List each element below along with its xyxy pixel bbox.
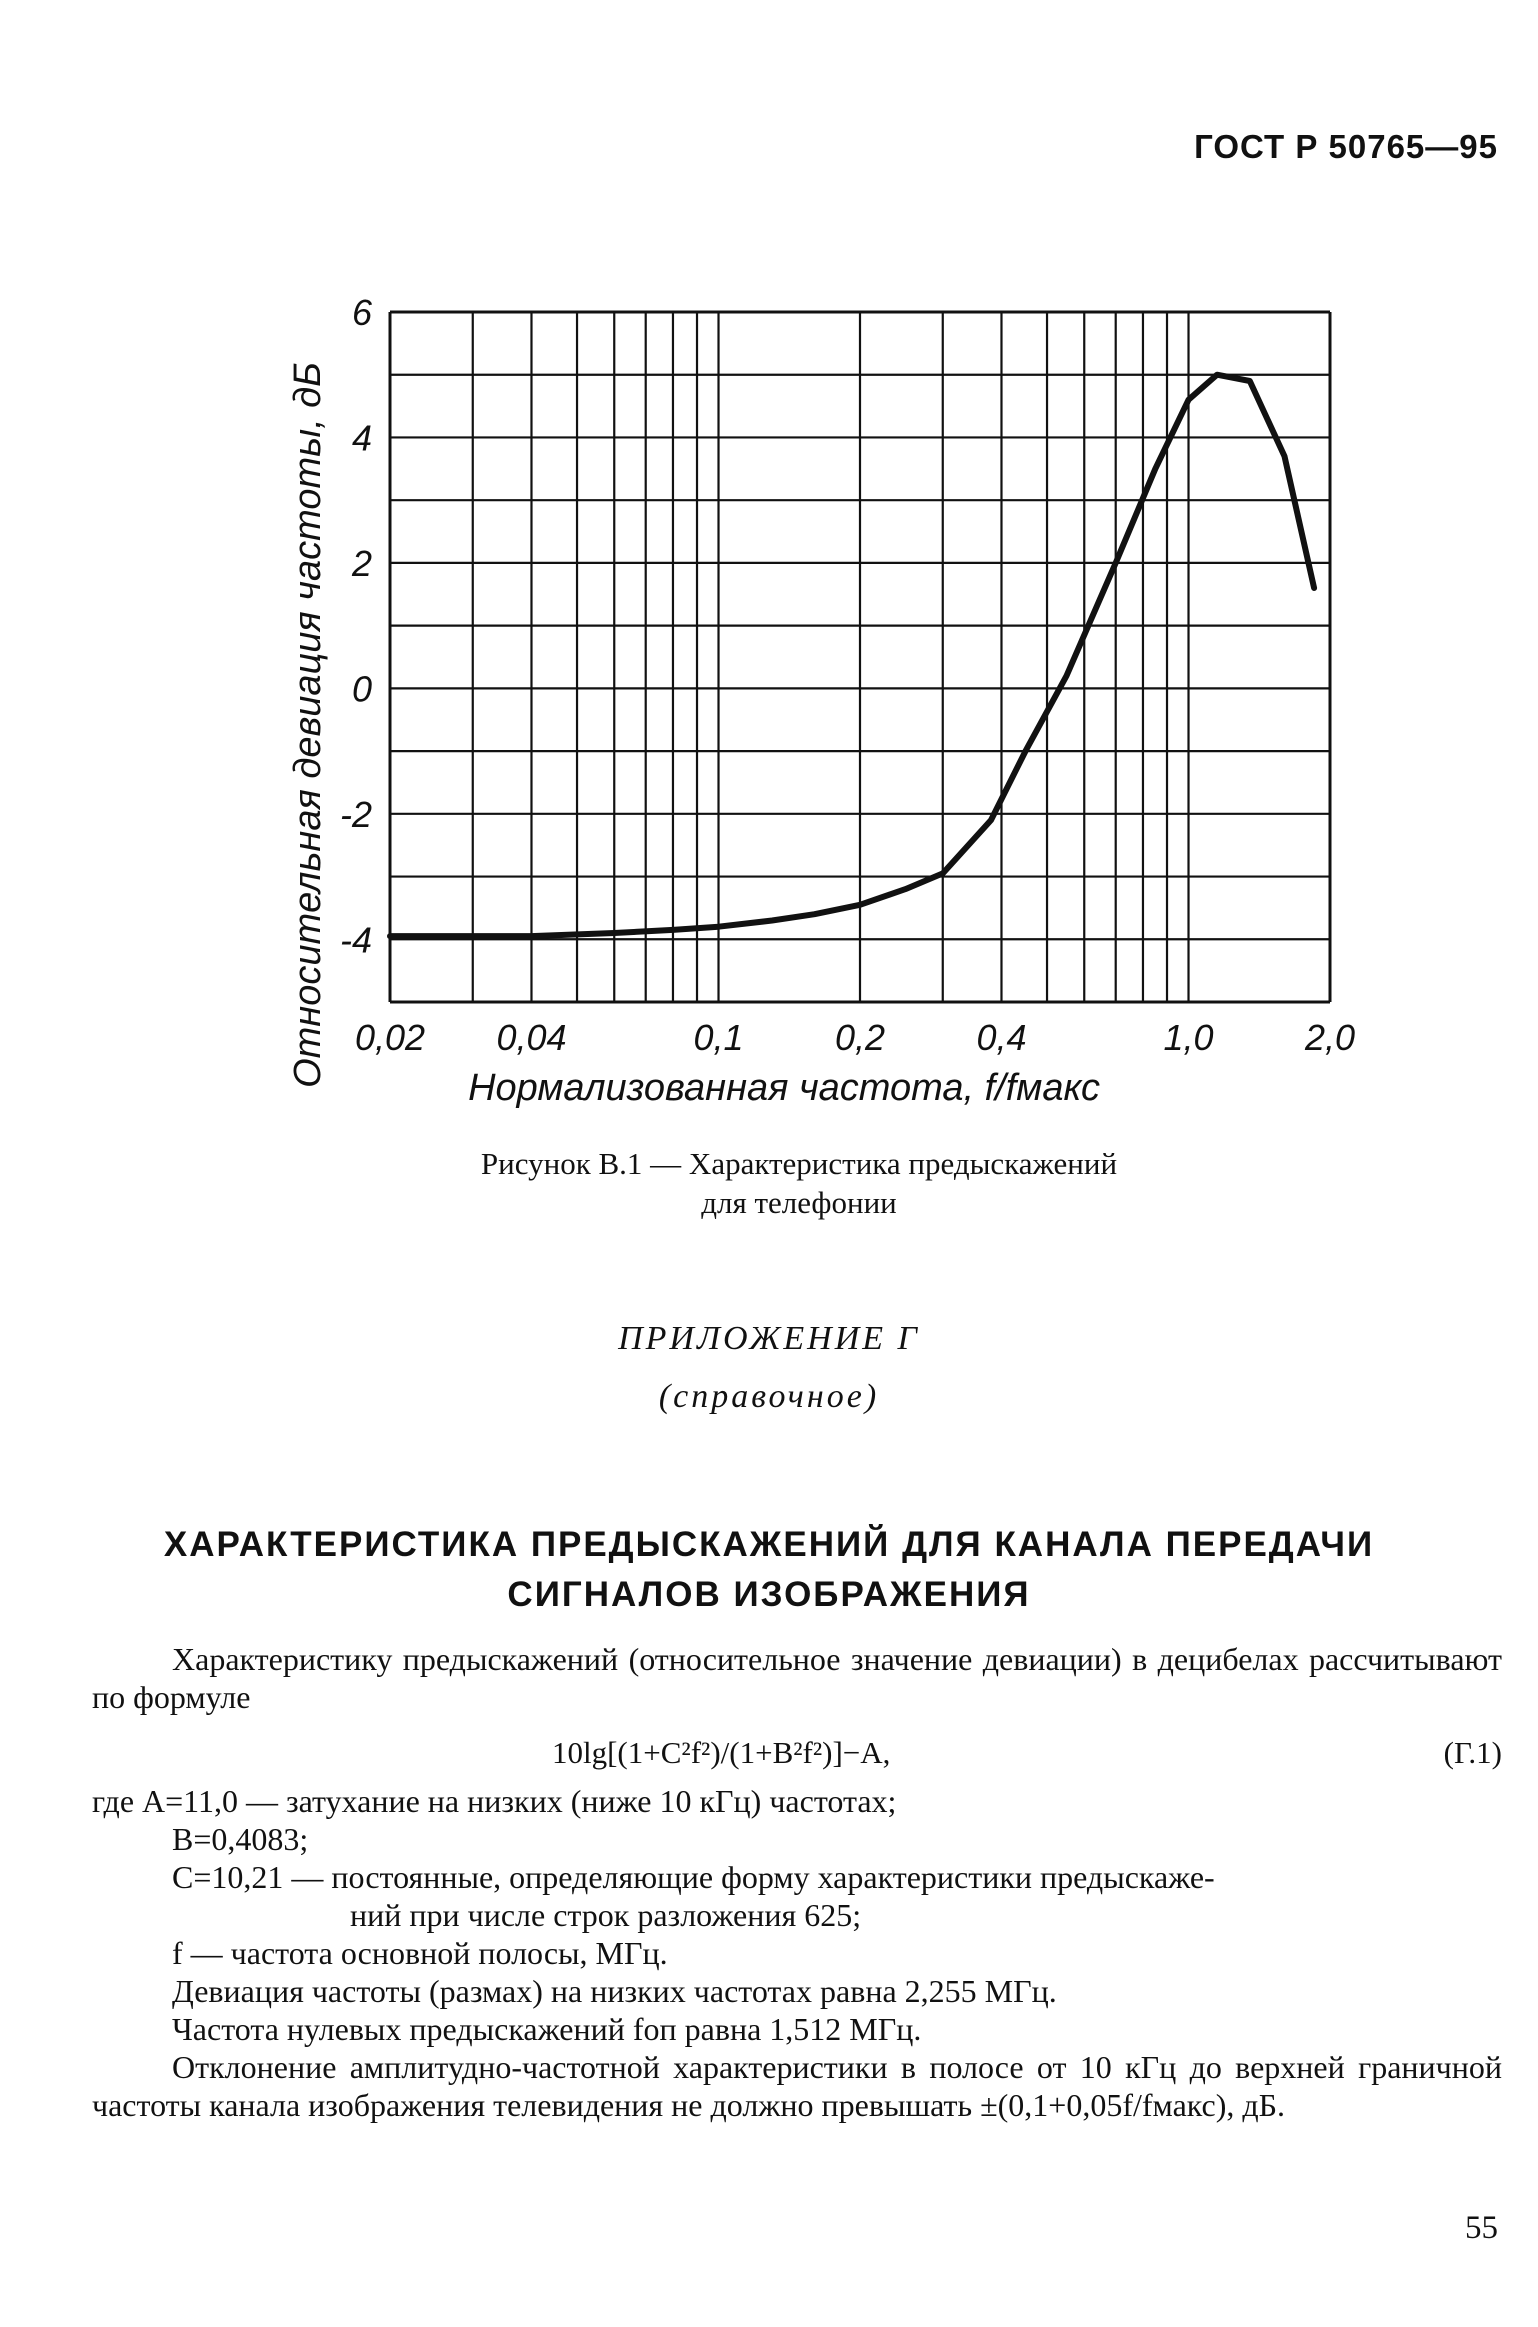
- x-tick-label: 0,04: [496, 1017, 567, 1058]
- zero-frequency-line: Частота нулевых предыскажений fоп равна 1,512 МГц.: [172, 2011, 922, 2047]
- formula-number: (Г.1): [1443, 1735, 1502, 1770]
- x-tick-label: 0,02: [354, 1017, 426, 1058]
- title-line-1: ХАРАКТЕРИСТИКА ПРЕДЫСКАЖЕНИЙ ДЛЯ КАНАЛА ПЕРЕДАЧИ: [163, 1525, 1375, 1564]
- caption-line-1: Рисунок В.1 — Характеристика предыскажений: [480, 1146, 1118, 1181]
- definition-f: f — частота основной полосы, МГц.: [172, 1935, 668, 1971]
- caption-line-2: для телефонии: [701, 1184, 897, 1220]
- figure-caption: [0, 1145, 1538, 1223]
- x-tick-label: 0,1: [693, 1017, 744, 1058]
- appendix-name: ПРИЛОЖЕНИЕ Г: [618, 1320, 920, 1357]
- section-title: [0, 1520, 1538, 1620]
- y-tick-label: 2: [351, 542, 372, 584]
- predistortion-chart: [270, 230, 1380, 1110]
- x-tick-label: 2,0: [1304, 1017, 1356, 1058]
- intro-paragraph: Характеристику предыскажений (относительное значение девиации) в децибелах рассчитывают по формуле: [92, 1641, 1502, 1715]
- section-body: [92, 1640, 1502, 2124]
- y-tick-label: -2: [339, 793, 372, 835]
- definition-c-line-1: C=10,21 — постоянные, определяющие форму характеристики предыскаже-: [172, 1859, 1215, 1895]
- y-tick-label: 6: [351, 292, 372, 333]
- appendix-kind: (справочное): [658, 1378, 880, 1415]
- definition-b: B=0,4083;: [172, 1821, 309, 1857]
- chart-grid: [390, 312, 1330, 1002]
- formula-row: [92, 1724, 1502, 1782]
- y-tick-labels: [340, 292, 373, 960]
- x-axis-label: Нормализованная частота, f/fмакс: [468, 1067, 1100, 1109]
- x-tick-labels: [355, 1017, 1355, 1058]
- y-tick-label: -4: [339, 919, 372, 961]
- x-tick-label: 0,2: [834, 1017, 886, 1058]
- formula: 10lg[(1+C²f²)/(1+B²f²)]−A,: [552, 1735, 891, 1770]
- definition-c-line-2: ний при числе строк разложения 625;: [350, 1897, 862, 1933]
- characteristic-curve: [390, 375, 1314, 936]
- x-tick-label: 1,0: [1163, 1017, 1214, 1058]
- y-axis-label: Относительная девиация частоты, дБ: [287, 362, 329, 1088]
- tolerance-paragraph: Отклонение амплитудно-частотной характеристики в полосе от 10 кГц до верхней граничной частоты канала изображения телевидения не должно превышать ±(0,1+0,05f/fмакс), дБ.: [92, 2049, 1502, 2123]
- x-tick-label: 0,4: [976, 1017, 1027, 1058]
- y-tick-label: 0: [351, 668, 372, 710]
- y-tick-label: 4: [351, 417, 372, 459]
- page-number: 55: [1465, 2210, 1498, 2246]
- document-header: ГОСТ Р 50765—95: [1194, 128, 1498, 165]
- title-line-2: СИГНАЛОВ ИЗОБРАЖЕНИЯ: [507, 1575, 1031, 1614]
- definition-a: где A=11,0 — затухание на низких (ниже 10 кГц) частотах;: [92, 1783, 897, 1819]
- deviation-line: Девиация частоты (размах) на низких частотах равна 2,255 МГц.: [172, 1973, 1057, 2009]
